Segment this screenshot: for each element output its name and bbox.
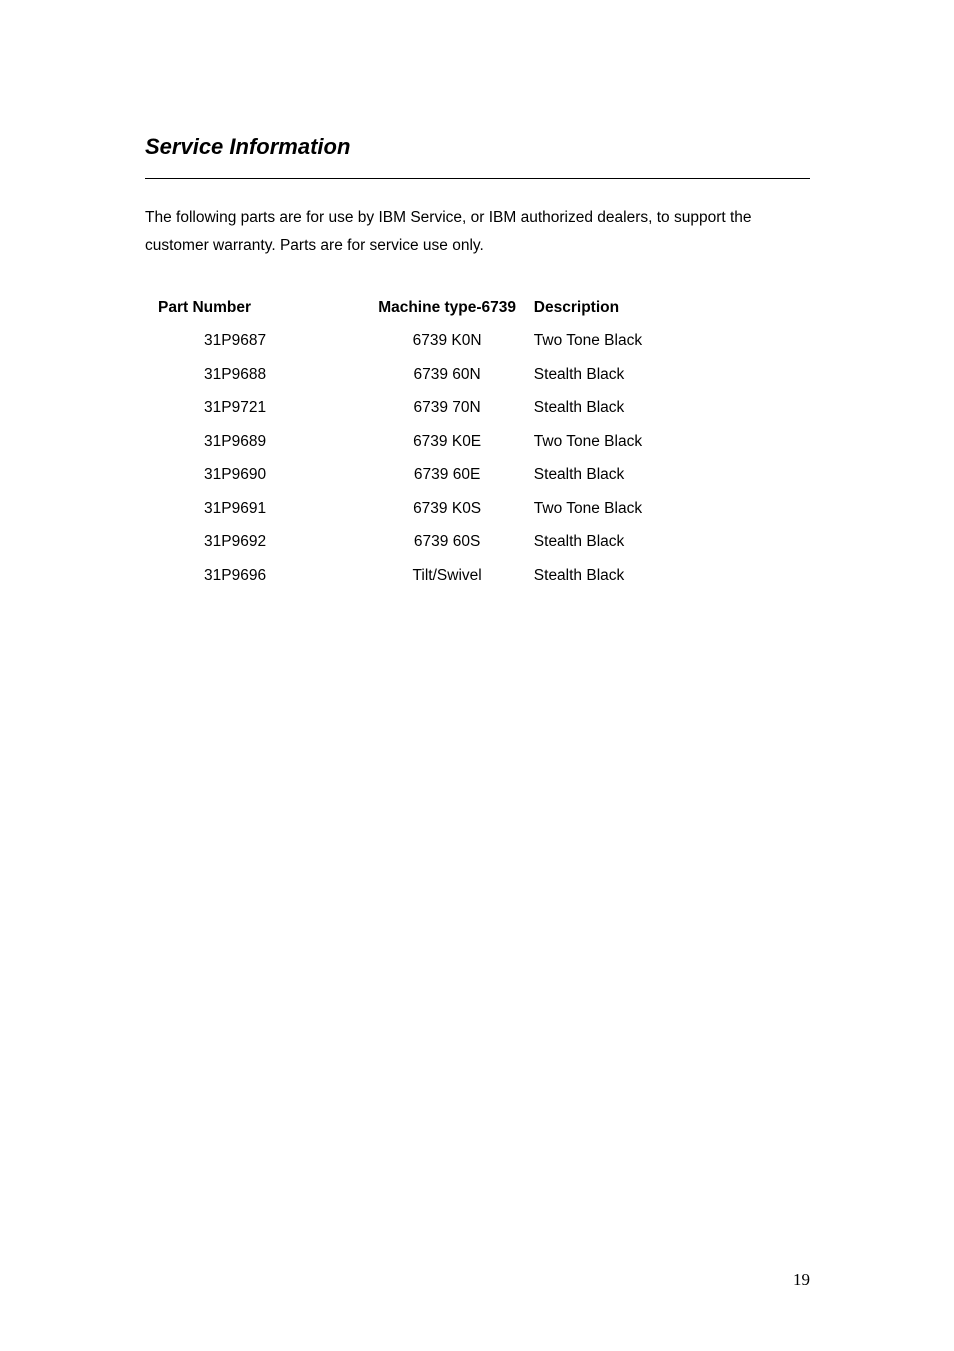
table-row (145, 526, 705, 560)
header-machine-type: Machine type-6739 (378, 298, 517, 316)
page-title: Service Information (145, 134, 351, 159)
cell-machine-type: 6739 60N (413, 365, 481, 383)
cell-machine-type: 6739 K0N (412, 332, 482, 350)
cell-part-number: 31P9688 (204, 365, 267, 383)
cell-description: Stealth Black (533, 399, 625, 417)
header-description: Description (533, 298, 620, 316)
cell-machine-type: Tilt/Swivel (412, 566, 482, 584)
table-row (145, 358, 705, 392)
table-row (145, 392, 705, 426)
parts-table (145, 291, 705, 593)
cell-machine-type: 6739 K0S (413, 499, 482, 517)
cell-part-number: 31P9687 (204, 332, 267, 350)
cell-description: Stealth Black (533, 365, 625, 383)
cell-machine-type: 6739 60E (413, 466, 481, 484)
cell-part-number: 31P9696 (204, 566, 267, 584)
cell-part-number: 31P9692 (204, 533, 267, 551)
cell-description: Stealth Black (533, 466, 625, 484)
table-row (145, 425, 705, 459)
cell-description: Two Tone Black (533, 432, 643, 450)
cell-part-number: 31P9690 (204, 466, 267, 484)
header-part-number: Part Number (158, 298, 252, 316)
table-row (145, 492, 705, 526)
cell-part-number: 31P9721 (204, 399, 267, 417)
cell-description: Stealth Black (533, 533, 625, 551)
page-number: 19 (793, 1270, 810, 1289)
cell-description: Stealth Black (533, 566, 625, 584)
table-row (145, 325, 705, 359)
cell-part-number: 31P9691 (204, 499, 267, 517)
cell-machine-type: 6739 70N (413, 399, 481, 417)
table-row (145, 459, 705, 493)
cell-machine-type: 6739 K0E (413, 432, 482, 450)
cell-description: Two Tone Black (533, 332, 643, 350)
title-divider (145, 178, 810, 179)
cell-description: Two Tone Black (533, 499, 643, 517)
cell-part-number: 31P9689 (204, 432, 267, 450)
table-row (145, 559, 705, 593)
intro-paragraph: The following parts are for use by IBM Service, or IBM authorized dealers, to support the customer warranty. Parts are for service use only. (145, 209, 752, 254)
cell-machine-type: 6739 60S (413, 533, 481, 551)
table-header-row (145, 291, 705, 325)
